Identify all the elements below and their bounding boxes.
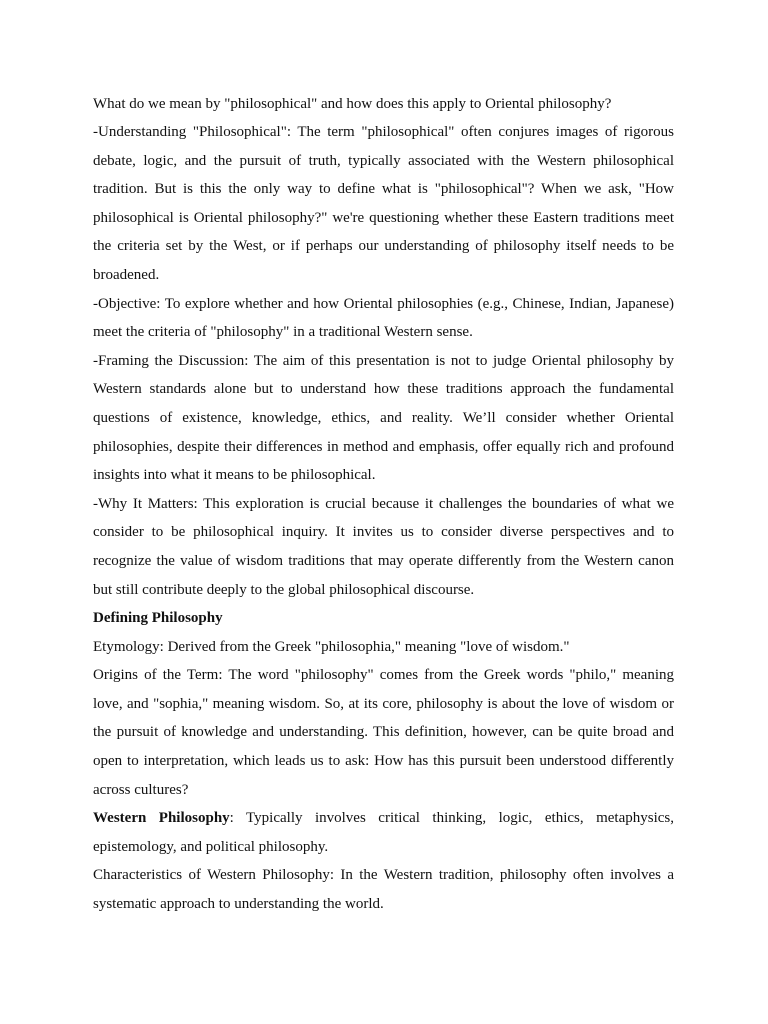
objective-paragraph: -Objective: To explore whether and how Oriental philosophies (e.g., Chinese, Indian, Japanese) meet the criteria of "philosophy" in a traditional Western sense. (93, 295, 674, 341)
western-philosophy-text: : Typically involves critical thinking, logic, ethics, metaphysics, epistemology, and political philosophy. (93, 810, 674, 855)
etymology-line: Etymology: Derived from the Greek "philosophia," meaning "love of wisdom." (93, 638, 570, 655)
western-philosophy-paragraph (93, 804, 674, 861)
characteristics-paragraph: Characteristics of Western Philosophy: In the Western tradition, philosophy often involves a systematic approach to understanding the world. (93, 867, 674, 913)
understanding-paragraph: -Understanding "Philosophical": The term "philosophical" often conjures images of rigorous debate, logic, and the pursuit of truth, typically associated with the Western philosophical tradition. But is this the only way to define what is "philosophical"? When we ask, "How philosophical is Oriental philosophy?" we're questioning whether these Eastern traditions meet the criteria set by the West, or if perhaps our understanding of philosophy itself needs to be broadened. (93, 124, 674, 283)
why-it-matters-paragraph: -Why It Matters: This exploration is crucial because it challenges the boundaries of what we consider to be philosophical inquiry. It invites us to consider diverse perspectives and to recognize the value of wisdom traditions that may operate differently from the Western canon but still contribute deeply to the global philosophical discourse. (93, 495, 674, 598)
document-body (93, 92, 674, 919)
western-philosophy-label: Western Philosophy (93, 810, 230, 827)
intro-question: What do we mean by "philosophical" and how does this apply to Oriental philosophy? (93, 96, 612, 112)
section-heading-text: Defining Philosophy (93, 610, 223, 627)
framing-paragraph: -Framing the Discussion: The aim of this presentation is not to judge Oriental philosophy by Western standards alone but to understand how these traditions approach the fundamental questions of existence, knowledge, ethics, and reality. We’ll consider whether Oriental philosophies, despite their differences in method and emphasis, offer equally rich and profound insights into what it means to be philosophical. (93, 352, 674, 484)
defining-philosophy-heading (93, 604, 674, 633)
origins-paragraph: Origins of the Term: The word "philosophy" comes from the Greek words "philo," meaning love, and "sophia," meaning wisdom. So, at its core, philosophy is about the love of wisdom or the pursuit of knowledge and understanding. This definition, however, can be quite broad and open to interpretation, which leads us to ask: How has this pursuit been understood differently across cultures? (93, 667, 674, 798)
